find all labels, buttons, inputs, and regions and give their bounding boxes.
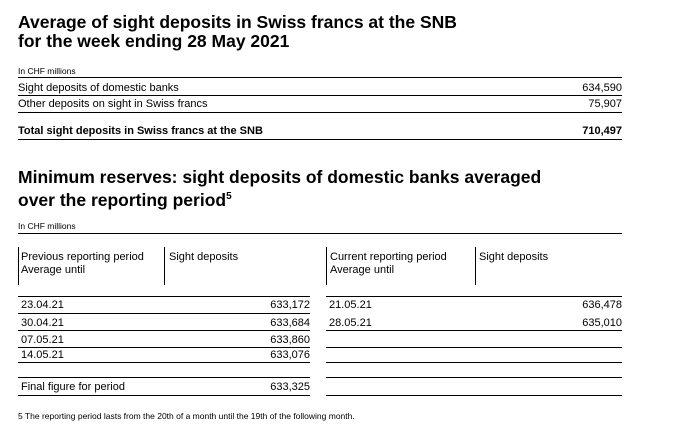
divider [326, 377, 622, 378]
curr-value-1: 636,478 [582, 299, 622, 311]
row-label-domestic-banks: Sight deposits of domestic banks [18, 82, 179, 94]
section2-title-line1: Minimum reserves: sight deposits of domestic banks averaged [18, 167, 542, 187]
final-label: Final figure for period [21, 381, 125, 393]
divider [18, 77, 622, 78]
header-vline [475, 247, 476, 285]
row-value-domestic-banks: 634,590 [582, 82, 622, 94]
total-value: 710,497 [582, 125, 622, 137]
header-curr-sight: Sight deposits [479, 251, 549, 263]
divider [18, 233, 622, 234]
row-value-other-deposits: 75,907 [588, 98, 622, 110]
final-value: 633,325 [270, 381, 310, 393]
prev-value-2: 633,684 [270, 317, 310, 329]
curr-date-2: 28.05.21 [329, 317, 372, 329]
section1-title [18, 13, 457, 51]
divider [326, 347, 622, 348]
curr-value-2: 635,010 [582, 317, 622, 329]
prev-date-2: 30.04.21 [21, 317, 64, 329]
section2-unit: In CHF millions [18, 221, 76, 231]
prev-date-1: 23.04.21 [21, 299, 64, 311]
header-vline [326, 247, 327, 285]
prev-value-3: 633,860 [270, 334, 310, 346]
section2-title [18, 168, 541, 210]
header-vline [18, 247, 19, 285]
divider [326, 330, 622, 331]
total-underline [18, 139, 622, 140]
header-prev-period-line2: Average until [21, 264, 86, 276]
header-prev-period [21, 251, 144, 277]
header-prev-period-line1: Previous reporting period [21, 251, 144, 263]
header-prev-sight: Sight deposits [169, 251, 239, 263]
header-curr-period-line1: Current reporting period [330, 251, 447, 263]
divider [18, 347, 310, 348]
header-curr-period-line2: Average until [330, 264, 395, 276]
section1-title-line1: Average of sight deposits in Swiss francs at the SNB [18, 12, 457, 32]
divider [18, 296, 310, 297]
divider [18, 377, 310, 378]
section1-title-line2: for the week ending 28 May 2021 [18, 31, 290, 51]
divider [18, 95, 622, 96]
divider [326, 395, 622, 396]
prev-value-1: 633,172 [270, 299, 310, 311]
footnote: 5 The reporting period lasts from the 20th of a month until the 19th of the following month. [18, 411, 355, 421]
curr-date-1: 21.05.21 [329, 299, 372, 311]
section1-unit: In CHF millions [18, 66, 76, 76]
header-curr-period [330, 251, 447, 277]
section2-title-line2: over the reporting period [18, 190, 227, 210]
header-vline [164, 247, 165, 285]
prev-value-4: 633,076 [270, 349, 310, 361]
divider [326, 362, 622, 363]
divider [18, 313, 310, 314]
divider [18, 395, 310, 396]
divider [18, 362, 310, 363]
divider [18, 112, 622, 113]
total-label: Total sight deposits in Swiss francs at the SNB [18, 125, 263, 137]
prev-date-3: 07.05.21 [21, 334, 64, 346]
divider [18, 330, 310, 331]
prev-date-4: 14.05.21 [21, 349, 64, 361]
divider [326, 296, 622, 297]
row-label-other-deposits: Other deposits on sight in Swiss francs [18, 98, 208, 110]
footnote-ref: 5 [226, 191, 232, 202]
